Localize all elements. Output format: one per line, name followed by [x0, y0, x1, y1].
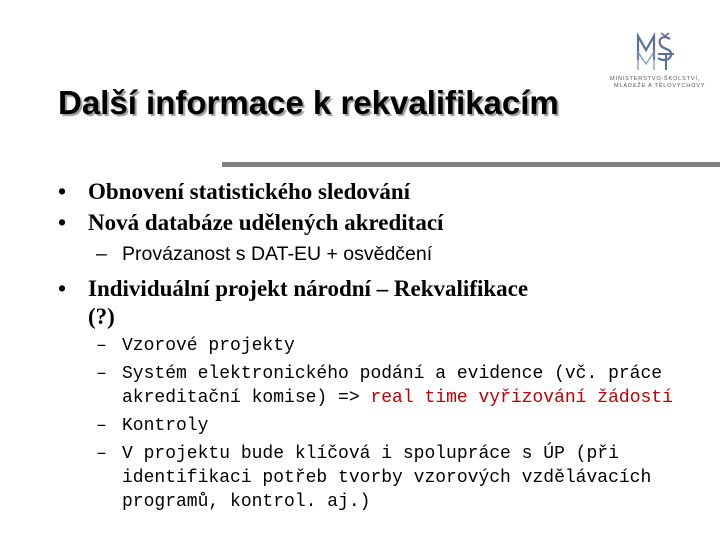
sub-bullet-text-line2: akreditační komise) =>: [122, 388, 371, 408]
bullet-text-line2: (?): [88, 304, 115, 329]
msmt-logo-graphic: [600, 30, 712, 102]
sub-bullet-text-line3: programů, kontrol. aj.): [122, 492, 371, 512]
dash-mark: –: [96, 444, 107, 464]
sub-bullet-text-line2: identifikaci potřeb tvorby vzorových vzdělávacích: [122, 468, 652, 488]
dash-mark: –: [96, 364, 107, 384]
slide-title: Další informace k rekvalifikacím: [58, 84, 559, 121]
bullet-text: Individuální projekt národní – Rekvalifikace: [88, 276, 529, 301]
dash-mark: –: [96, 243, 107, 265]
bullet-mark: •: [58, 276, 67, 301]
sub-bullet-text: Systém elektronického podání a evidence (vč. práce: [122, 364, 663, 384]
bullet-mark: •: [58, 179, 67, 204]
sub-bullet-text: Kontroly: [122, 416, 209, 436]
svg-text:MLÁDEŽE A TĚLOVÝCHOVY: MLÁDEŽE A TĚLOVÝCHOVY: [614, 83, 706, 89]
bullet-text: Obnovení statistického sledování: [88, 179, 411, 204]
sub-bullet-text: V projektu bude klíčová i spolupráce s ÚP (při: [122, 444, 619, 464]
sub-bullet-text: Vzorové projekty: [122, 336, 295, 356]
dash-mark: –: [96, 336, 107, 356]
svg-text:MINISTERSTVO ŠKOLSTVÍ,: MINISTERSTVO ŠKOLSTVÍ,: [610, 76, 701, 82]
title-underline: [222, 162, 720, 167]
bullet-mark: •: [58, 210, 67, 235]
dash-mark: –: [96, 416, 107, 436]
msmt-logo: [600, 30, 712, 102]
sub-bullet-text: Provázanost s DAT-EU + osvědčení: [122, 243, 433, 265]
bullet-text: Nová databáze udělených akreditací: [88, 210, 444, 235]
highlight-text: real time vyřizování žádostí: [370, 388, 673, 408]
